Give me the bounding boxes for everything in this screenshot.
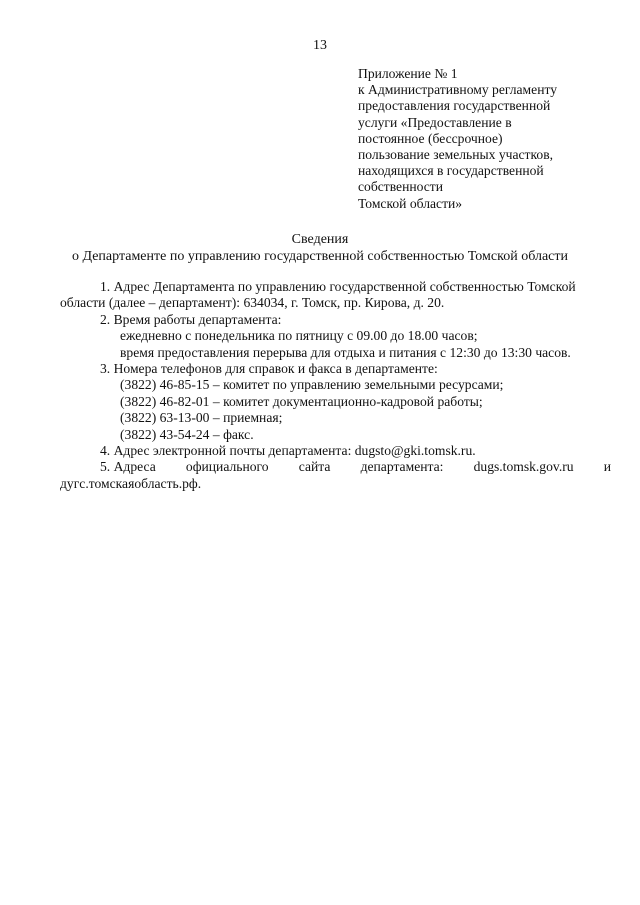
appendix-line: Приложение № 1	[358, 66, 458, 81]
heading-subtitle: о Департаменте по управлению государственной собственностью Томской области	[71, 249, 568, 264]
appendix-line: предоставления государственной	[358, 98, 551, 114]
list-item-text: области (далее – департамент): 634034, г. Томск, пр. Кирова, д. 20.	[60, 295, 445, 311]
page-number: 13	[313, 38, 327, 53]
list-item-hours	[60, 312, 611, 361]
document-heading	[0, 231, 640, 265]
list-item-text: ежедневно с понедельника по пятницу с 09.00 до 18.00 часов;	[120, 328, 478, 344]
phone-line: (3822) 46-85-15 – комитет по управлению земельными ресурсами;	[120, 377, 504, 393]
list-item-address	[60, 279, 611, 312]
website-line	[60, 459, 611, 475]
phone-line: (3822) 46-82-01 – комитет документационно-кадровой работы;	[120, 393, 483, 409]
list-item-heading: 4. Адрес электронной почты департамента: dugsto@gki.tomsk.ru.	[100, 443, 476, 459]
appendix-header	[358, 66, 628, 212]
website-word: департамента:	[360, 459, 444, 475]
appendix-line: услуги «Предоставление в	[358, 114, 512, 130]
website-word: и	[603, 459, 611, 475]
list-item-website	[60, 459, 611, 492]
website-word: официального	[185, 459, 269, 475]
list-item-text: 1. Адрес Департамента по управлению государственной собственностью Томской	[100, 279, 576, 294]
website-word: сайта	[298, 459, 331, 475]
appendix-line: постоянное (бессрочное)	[358, 130, 503, 146]
appendix-line: находящихся в государственной	[358, 163, 544, 179]
appendix-line: собственности	[358, 179, 444, 195]
phone-line: (3822) 43-54-24 – факс.	[120, 426, 254, 442]
appendix-line: пользование земельных участков,	[358, 147, 554, 163]
website-url-cyrillic: дугс.томскаяобласть.рф.	[60, 475, 202, 491]
heading-title: Сведения	[291, 232, 349, 247]
list-item-heading: 2. Время работы департамента:	[100, 311, 282, 327]
phone-line: (3822) 63-13-00 – приемная;	[120, 410, 283, 426]
appendix-line: к Административному регламенту	[358, 82, 558, 98]
list-item-text: время предоставления перерыва для отдыха и питания с 12:30 до 13:30 часов.	[120, 344, 571, 360]
document-body	[60, 279, 611, 492]
list-item-heading: 3. Номера телефонов для справок и факса в департаменте:	[100, 361, 438, 377]
list-item-phones	[60, 361, 611, 443]
list-item-email	[60, 443, 611, 459]
website-url: dugs.tomsk.gov.ru	[473, 459, 574, 475]
appendix-line: Томской области»	[358, 195, 463, 211]
website-word: 5. Адреса	[100, 459, 156, 475]
